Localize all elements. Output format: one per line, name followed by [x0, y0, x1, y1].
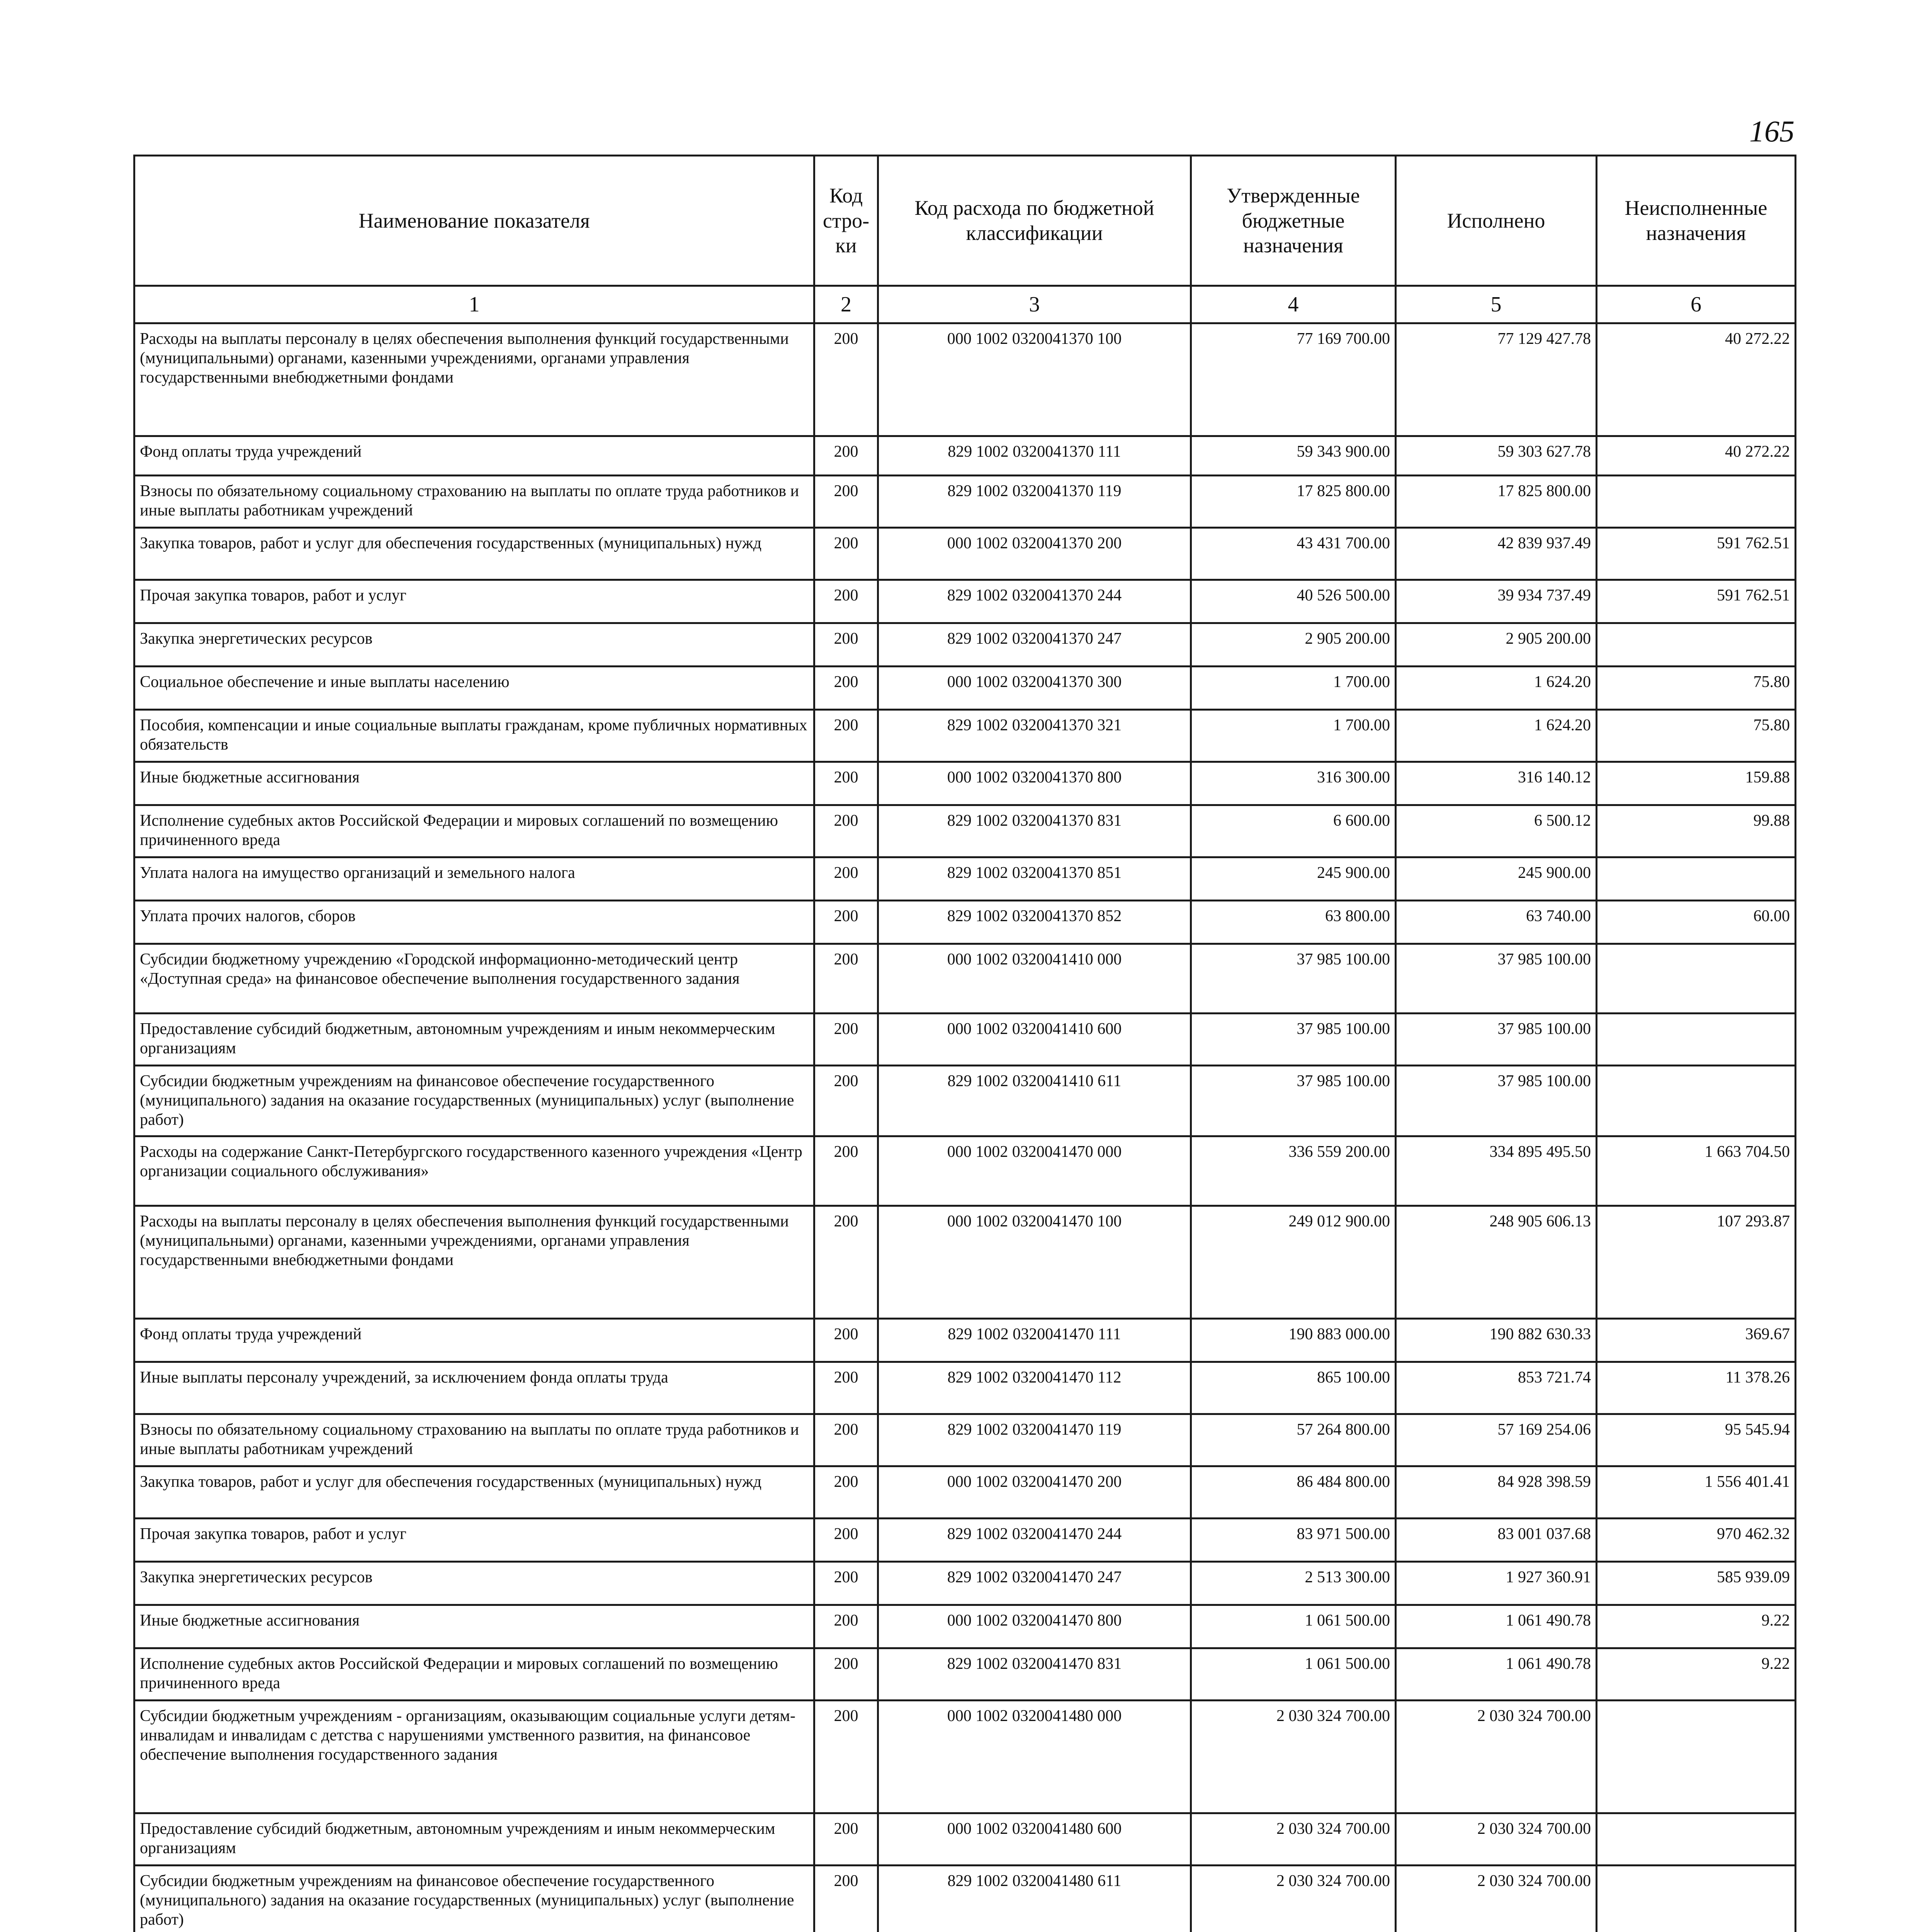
row-executed-amount: 2 030 324 700.00 — [1396, 1865, 1597, 1932]
row-unexecuted-amount: 585 939.09 — [1597, 1561, 1796, 1605]
row-indicator-name: Закупка энергетических ресурсов — [134, 1561, 814, 1605]
row-unexecuted-amount: 75.80 — [1597, 667, 1796, 710]
row-indicator-name: Взносы по обязательному социальному страхованию на выплаты по оплате труда работников и иные выплаты работникам учреждений — [134, 1414, 814, 1466]
row-approved-amount: 245 900.00 — [1191, 857, 1396, 901]
row-expense-code: 829 1002 0320041470 111 — [878, 1318, 1191, 1362]
row-expense-code: 829 1002 0320041370 852 — [878, 901, 1191, 944]
table-row — [134, 944, 1796, 1014]
row-unexecuted-amount: 75.80 — [1597, 710, 1796, 762]
row-executed-amount: 17 825 800.00 — [1396, 476, 1597, 528]
row-line-code: 200 — [814, 580, 878, 623]
row-expense-code: 829 1002 0320041470 112 — [878, 1362, 1191, 1414]
row-executed-amount: 2 030 324 700.00 — [1396, 1700, 1597, 1813]
table-row — [134, 1648, 1796, 1700]
row-expense-code: 000 1002 0320041470 200 — [878, 1466, 1191, 1518]
row-approved-amount: 57 264 800.00 — [1191, 1414, 1396, 1466]
row-indicator-name: Фонд оплаты труда учреждений — [134, 436, 814, 476]
row-executed-amount: 6 500.12 — [1396, 805, 1597, 857]
row-executed-amount: 37 985 100.00 — [1396, 944, 1597, 1014]
row-indicator-name: Закупка товаров, работ и услуг для обеспечения государственных (муниципальных) нужд — [134, 1466, 814, 1518]
table-row — [134, 580, 1796, 623]
row-unexecuted-amount — [1597, 1865, 1796, 1932]
row-indicator-name: Субсидии бюджетному учреждению «Городской информационно-методический центр «Доступная среда» на финансовое обеспечение выполнения государственного задания — [134, 944, 814, 1014]
row-line-code: 200 — [814, 1066, 878, 1136]
table-row — [134, 1014, 1796, 1066]
table-row — [134, 805, 1796, 857]
row-expense-code: 829 1002 0320041470 247 — [878, 1561, 1191, 1605]
table-row — [134, 762, 1796, 805]
table-row — [134, 710, 1796, 762]
row-line-code: 200 — [814, 1206, 878, 1318]
table-row — [134, 1561, 1796, 1605]
row-expense-code: 000 1002 0320041370 200 — [878, 528, 1191, 580]
row-line-code: 200 — [814, 1362, 878, 1414]
table-row — [134, 1518, 1796, 1561]
row-line-code: 200 — [814, 1700, 878, 1813]
column-numbers-row — [134, 286, 1796, 323]
row-executed-amount: 2 030 324 700.00 — [1396, 1813, 1597, 1865]
row-executed-amount: 37 985 100.00 — [1396, 1066, 1597, 1136]
row-executed-amount: 77 129 427.78 — [1396, 323, 1597, 436]
row-executed-amount: 334 895 495.50 — [1396, 1136, 1597, 1206]
row-executed-amount: 248 905 606.13 — [1396, 1206, 1597, 1318]
row-approved-amount: 865 100.00 — [1191, 1362, 1396, 1414]
row-unexecuted-amount — [1597, 857, 1796, 901]
row-indicator-name: Субсидии бюджетным учреждениям на финансовое обеспечение государственного (муниципального) задания на оказание государственных (муниципальных) услуг (выполнение работ) — [134, 1066, 814, 1136]
table-row — [134, 476, 1796, 528]
table-row — [134, 901, 1796, 944]
page-number: 165 — [1749, 114, 1795, 148]
row-approved-amount: 2 513 300.00 — [1191, 1561, 1396, 1605]
row-approved-amount: 63 800.00 — [1191, 901, 1396, 944]
row-indicator-name: Предоставление субсидий бюджетным, автономным учреждениям и иным некоммерческим организациям — [134, 1014, 814, 1066]
row-approved-amount: 6 600.00 — [1191, 805, 1396, 857]
row-indicator-name: Иные бюджетные ассигнования — [134, 762, 814, 805]
table-header-row — [134, 156, 1796, 286]
row-unexecuted-amount: 591 762.51 — [1597, 580, 1796, 623]
row-unexecuted-amount: 95 545.94 — [1597, 1414, 1796, 1466]
row-line-code: 200 — [814, 667, 878, 710]
row-executed-amount: 1 061 490.78 — [1396, 1648, 1597, 1700]
row-line-code: 200 — [814, 1605, 878, 1648]
row-executed-amount: 190 882 630.33 — [1396, 1318, 1597, 1362]
row-line-code: 200 — [814, 762, 878, 805]
row-expense-code: 829 1002 0320041370 119 — [878, 476, 1191, 528]
column-number: 2 — [814, 286, 878, 323]
row-expense-code: 829 1002 0320041370 321 — [878, 710, 1191, 762]
header-unexecuted: Неисполненные назначения — [1597, 156, 1796, 286]
budget-execution-table — [133, 155, 1796, 1932]
table-row — [134, 857, 1796, 901]
row-expense-code: 000 1002 0320041370 300 — [878, 667, 1191, 710]
row-approved-amount: 2 030 324 700.00 — [1191, 1700, 1396, 1813]
row-unexecuted-amount: 40 272.22 — [1597, 323, 1796, 436]
row-expense-code: 829 1002 0320041480 611 — [878, 1865, 1191, 1932]
row-indicator-name: Иные выплаты персоналу учреждений, за исключением фонда оплаты труда — [134, 1362, 814, 1414]
row-unexecuted-amount: 369.67 — [1597, 1318, 1796, 1362]
row-expense-code: 000 1002 0320041480 600 — [878, 1813, 1191, 1865]
row-executed-amount: 853 721.74 — [1396, 1362, 1597, 1414]
row-unexecuted-amount: 970 462.32 — [1597, 1518, 1796, 1561]
header-line-code: Код стро-ки — [814, 156, 878, 286]
row-unexecuted-amount — [1597, 1066, 1796, 1136]
row-line-code: 200 — [814, 436, 878, 476]
row-unexecuted-amount — [1597, 944, 1796, 1014]
row-expense-code: 829 1002 0320041470 244 — [878, 1518, 1191, 1561]
row-expense-code: 000 1002 0320041470 000 — [878, 1136, 1191, 1206]
row-unexecuted-amount: 107 293.87 — [1597, 1206, 1796, 1318]
row-indicator-name: Уплата налога на имущество организаций и земельного налога — [134, 857, 814, 901]
row-indicator-name: Расходы на содержание Санкт-Петербургского государственного казенного учреждения «Центр организации социального обслуживания» — [134, 1136, 814, 1206]
row-indicator-name: Пособия, компенсации и иные социальные выплаты гражданам, кроме публичных нормативных обязательств — [134, 710, 814, 762]
row-line-code: 200 — [814, 1648, 878, 1700]
row-expense-code: 829 1002 0320041370 244 — [878, 580, 1191, 623]
row-indicator-name: Закупка товаров, работ и услуг для обеспечения государственных (муниципальных) нужд — [134, 528, 814, 580]
row-indicator-name: Исполнение судебных актов Российской Федерации и мировых соглашений по возмещению причиненного вреда — [134, 805, 814, 857]
row-unexecuted-amount: 159.88 — [1597, 762, 1796, 805]
row-executed-amount: 57 169 254.06 — [1396, 1414, 1597, 1466]
row-approved-amount: 249 012 900.00 — [1191, 1206, 1396, 1318]
row-executed-amount: 1 624.20 — [1396, 710, 1597, 762]
row-line-code: 200 — [814, 476, 878, 528]
row-indicator-name: Прочая закупка товаров, работ и услуг — [134, 580, 814, 623]
table-row — [134, 1813, 1796, 1865]
table-row — [134, 1414, 1796, 1466]
row-expense-code: 000 1002 0320041410 000 — [878, 944, 1191, 1014]
row-indicator-name: Фонд оплаты труда учреждений — [134, 1318, 814, 1362]
row-line-code: 200 — [814, 1136, 878, 1206]
row-indicator-name: Субсидии бюджетным учреждениям на финансовое обеспечение государственного (муниципального) задания на оказание государственных (муниципальных) услуг (выполнение работ) — [134, 1865, 814, 1932]
row-indicator-name: Уплата прочих налогов, сборов — [134, 901, 814, 944]
row-unexecuted-amount: 60.00 — [1597, 901, 1796, 944]
row-approved-amount: 59 343 900.00 — [1191, 436, 1396, 476]
row-expense-code: 000 1002 0320041370 100 — [878, 323, 1191, 436]
row-line-code: 200 — [814, 1318, 878, 1362]
row-line-code: 200 — [814, 1466, 878, 1518]
row-approved-amount: 190 883 000.00 — [1191, 1318, 1396, 1362]
row-executed-amount: 2 905 200.00 — [1396, 623, 1597, 667]
row-line-code: 200 — [814, 323, 878, 436]
row-executed-amount: 59 303 627.78 — [1396, 436, 1597, 476]
row-executed-amount: 84 928 398.59 — [1396, 1466, 1597, 1518]
row-approved-amount: 1 700.00 — [1191, 710, 1396, 762]
row-expense-code: 829 1002 0320041370 831 — [878, 805, 1191, 857]
row-unexecuted-amount: 1 556 401.41 — [1597, 1466, 1796, 1518]
row-approved-amount: 2 030 324 700.00 — [1191, 1865, 1396, 1932]
table-row — [134, 1605, 1796, 1648]
row-unexecuted-amount: 40 272.22 — [1597, 436, 1796, 476]
header-approved: Утвержденные бюджетные назначения — [1191, 156, 1396, 286]
row-line-code: 200 — [814, 857, 878, 901]
row-unexecuted-amount — [1597, 1700, 1796, 1813]
row-indicator-name: Предоставление субсидий бюджетным, автономным учреждениям и иным некоммерческим организациям — [134, 1813, 814, 1865]
row-indicator-name: Закупка энергетических ресурсов — [134, 623, 814, 667]
row-executed-amount: 83 001 037.68 — [1396, 1518, 1597, 1561]
row-line-code: 200 — [814, 1561, 878, 1605]
column-number: 1 — [134, 286, 814, 323]
row-line-code: 200 — [814, 1014, 878, 1066]
table-row — [134, 1318, 1796, 1362]
row-expense-code: 000 1002 0320041470 800 — [878, 1605, 1191, 1648]
row-unexecuted-amount: 9.22 — [1597, 1605, 1796, 1648]
table-row — [134, 1362, 1796, 1414]
row-indicator-name: Взносы по обязательному социальному страхованию на выплаты по оплате труда работников и иные выплаты работникам учреждений — [134, 476, 814, 528]
column-number: 6 — [1597, 286, 1796, 323]
row-expense-code: 000 1002 0320041480 000 — [878, 1700, 1191, 1813]
table-row — [134, 1206, 1796, 1318]
row-line-code: 200 — [814, 623, 878, 667]
table-row — [134, 1466, 1796, 1518]
table-row — [134, 667, 1796, 710]
row-approved-amount: 86 484 800.00 — [1191, 1466, 1396, 1518]
table-row — [134, 436, 1796, 476]
row-indicator-name: Субсидии бюджетным учреждениям - организациям, оказывающим социальные услуги детям-инвалидам и инвалидам с детства с нарушениями умственного развития, на финансовое обеспечение выполнения государственного задания — [134, 1700, 814, 1813]
row-approved-amount: 1 061 500.00 — [1191, 1605, 1396, 1648]
row-indicator-name: Исполнение судебных актов Российской Федерации и мировых соглашений по возмещению причиненного вреда — [134, 1648, 814, 1700]
table-row — [134, 323, 1796, 436]
column-number: 3 — [878, 286, 1191, 323]
row-executed-amount: 63 740.00 — [1396, 901, 1597, 944]
row-unexecuted-amount: 1 663 704.50 — [1597, 1136, 1796, 1206]
table-row — [134, 623, 1796, 667]
row-unexecuted-amount: 9.22 — [1597, 1648, 1796, 1700]
row-expense-code: 829 1002 0320041410 611 — [878, 1066, 1191, 1136]
row-line-code: 200 — [814, 710, 878, 762]
row-executed-amount: 245 900.00 — [1396, 857, 1597, 901]
row-approved-amount: 336 559 200.00 — [1191, 1136, 1396, 1206]
row-executed-amount: 316 140.12 — [1396, 762, 1597, 805]
row-line-code: 200 — [814, 1813, 878, 1865]
header-indicator-name: Наименование показателя — [134, 156, 814, 286]
row-unexecuted-amount: 591 762.51 — [1597, 528, 1796, 580]
row-unexecuted-amount — [1597, 623, 1796, 667]
row-indicator-name: Иные бюджетные ассигнования — [134, 1605, 814, 1648]
row-executed-amount: 1 927 360.91 — [1396, 1561, 1597, 1605]
table-row — [134, 1700, 1796, 1813]
column-number: 5 — [1396, 286, 1597, 323]
row-approved-amount: 2 905 200.00 — [1191, 623, 1396, 667]
row-approved-amount: 37 985 100.00 — [1191, 1066, 1396, 1136]
row-unexecuted-amount — [1597, 1014, 1796, 1066]
row-unexecuted-amount: 99.88 — [1597, 805, 1796, 857]
row-approved-amount: 83 971 500.00 — [1191, 1518, 1396, 1561]
table-body — [134, 323, 1796, 1932]
row-approved-amount: 77 169 700.00 — [1191, 323, 1396, 436]
row-executed-amount: 1 624.20 — [1396, 667, 1597, 710]
row-unexecuted-amount — [1597, 1813, 1796, 1865]
row-line-code: 200 — [814, 528, 878, 580]
row-expense-code: 829 1002 0320041470 831 — [878, 1648, 1191, 1700]
row-executed-amount: 1 061 490.78 — [1396, 1605, 1597, 1648]
row-expense-code: 000 1002 0320041410 600 — [878, 1014, 1191, 1066]
row-approved-amount: 2 030 324 700.00 — [1191, 1813, 1396, 1865]
table-row — [134, 1066, 1796, 1136]
header-expense-code: Код расхода по бюджетной классификации — [878, 156, 1191, 286]
row-expense-code: 829 1002 0320041370 111 — [878, 436, 1191, 476]
row-line-code: 200 — [814, 944, 878, 1014]
row-indicator-name: Социальное обеспечение и иные выплаты населению — [134, 667, 814, 710]
row-executed-amount: 42 839 937.49 — [1396, 528, 1597, 580]
table-row — [134, 528, 1796, 580]
row-unexecuted-amount: 11 378.26 — [1597, 1362, 1796, 1414]
row-line-code: 200 — [814, 901, 878, 944]
row-expense-code: 000 1002 0320041370 800 — [878, 762, 1191, 805]
row-expense-code: 000 1002 0320041470 100 — [878, 1206, 1191, 1318]
row-line-code: 200 — [814, 1865, 878, 1932]
column-number: 4 — [1191, 286, 1396, 323]
row-executed-amount: 39 934 737.49 — [1396, 580, 1597, 623]
row-unexecuted-amount — [1597, 476, 1796, 528]
header-executed: Исполнено — [1396, 156, 1597, 286]
table-row — [134, 1865, 1796, 1932]
row-indicator-name: Прочая закупка товаров, работ и услуг — [134, 1518, 814, 1561]
row-indicator-name: Расходы на выплаты персоналу в целях обеспечения выполнения функций государственными (муниципальными) органами, казенными учреждениями, органами управления государственными внебюджетными фондами — [134, 323, 814, 436]
row-line-code: 200 — [814, 805, 878, 857]
row-line-code: 200 — [814, 1414, 878, 1466]
row-approved-amount: 17 825 800.00 — [1191, 476, 1396, 528]
row-executed-amount: 37 985 100.00 — [1396, 1014, 1597, 1066]
row-indicator-name: Расходы на выплаты персоналу в целях обеспечения выполнения функций государственными (муниципальными) органами, казенными учреждениями, органами управления государственными внебюджетными фондами — [134, 1206, 814, 1318]
row-approved-amount: 1 700.00 — [1191, 667, 1396, 710]
row-line-code: 200 — [814, 1518, 878, 1561]
row-approved-amount: 1 061 500.00 — [1191, 1648, 1396, 1700]
row-approved-amount: 43 431 700.00 — [1191, 528, 1396, 580]
table-row — [134, 1136, 1796, 1206]
row-approved-amount: 40 526 500.00 — [1191, 580, 1396, 623]
row-approved-amount: 316 300.00 — [1191, 762, 1396, 805]
row-approved-amount: 37 985 100.00 — [1191, 944, 1396, 1014]
row-expense-code: 829 1002 0320041370 247 — [878, 623, 1191, 667]
row-expense-code: 829 1002 0320041470 119 — [878, 1414, 1191, 1466]
row-expense-code: 829 1002 0320041370 851 — [878, 857, 1191, 901]
row-approved-amount: 37 985 100.00 — [1191, 1014, 1396, 1066]
